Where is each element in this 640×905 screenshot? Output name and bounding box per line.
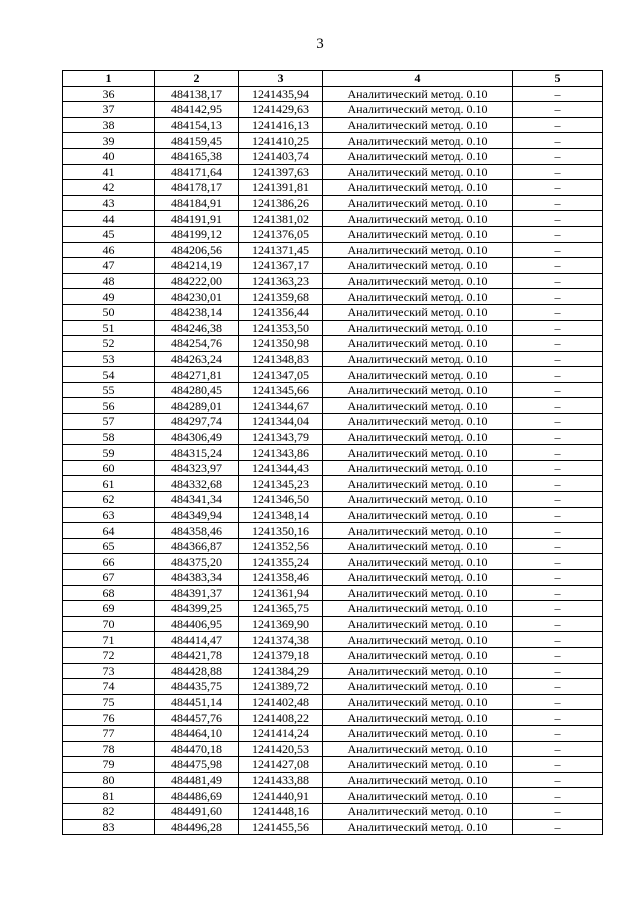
x-coordinate-cell: 484254,76 [155, 336, 239, 352]
x-coordinate-cell: 484246,38 [155, 320, 239, 336]
note-cell: – [513, 694, 603, 710]
method-cell: Аналитический метод. 0.10 [323, 117, 513, 133]
x-coordinate-cell: 484399,25 [155, 601, 239, 617]
point-number-cell: 74 [63, 679, 155, 695]
y-coordinate-cell: 1241374,38 [239, 632, 323, 648]
y-coordinate-cell: 1241348,83 [239, 351, 323, 367]
y-coordinate-cell: 1241403,74 [239, 148, 323, 164]
table-row [63, 273, 603, 289]
point-number-cell: 57 [63, 414, 155, 430]
table-row [63, 164, 603, 180]
y-coordinate-cell: 1241427,08 [239, 757, 323, 773]
method-cell: Аналитический метод. 0.10 [323, 819, 513, 835]
note-cell: – [513, 195, 603, 211]
table-row [63, 476, 603, 492]
table-row [63, 86, 603, 102]
y-coordinate-cell: 1241384,29 [239, 663, 323, 679]
y-coordinate-cell: 1241416,13 [239, 117, 323, 133]
y-coordinate-cell: 1241391,81 [239, 180, 323, 196]
x-coordinate-cell: 484280,45 [155, 382, 239, 398]
method-cell: Аналитический метод. 0.10 [323, 133, 513, 149]
table-row [63, 694, 603, 710]
method-cell: Аналитический метод. 0.10 [323, 180, 513, 196]
header-col-1: 1 [63, 71, 155, 87]
point-number-cell: 61 [63, 476, 155, 492]
point-number-cell: 60 [63, 460, 155, 476]
point-number-cell: 82 [63, 803, 155, 819]
method-cell: Аналитический метод. 0.10 [323, 351, 513, 367]
method-cell: Аналитический метод. 0.10 [323, 523, 513, 539]
method-cell: Аналитический метод. 0.10 [323, 772, 513, 788]
x-coordinate-cell: 484214,19 [155, 258, 239, 274]
point-number-cell: 79 [63, 757, 155, 773]
y-coordinate-cell: 1241361,94 [239, 585, 323, 601]
note-cell: – [513, 258, 603, 274]
point-number-cell: 49 [63, 289, 155, 305]
method-cell: Аналитический метод. 0.10 [323, 445, 513, 461]
x-coordinate-cell: 484451,14 [155, 694, 239, 710]
note-cell: – [513, 242, 603, 258]
x-coordinate-cell: 484435,75 [155, 679, 239, 695]
point-number-cell: 65 [63, 538, 155, 554]
point-number-cell: 54 [63, 367, 155, 383]
method-cell: Аналитический метод. 0.10 [323, 211, 513, 227]
point-number-cell: 64 [63, 523, 155, 539]
y-coordinate-cell: 1241455,56 [239, 819, 323, 835]
point-number-cell: 52 [63, 336, 155, 352]
point-number-cell: 36 [63, 86, 155, 102]
method-cell: Аналитический метод. 0.10 [323, 226, 513, 242]
table-row [63, 601, 603, 617]
point-number-cell: 58 [63, 429, 155, 445]
note-cell: – [513, 788, 603, 804]
table-row [63, 663, 603, 679]
note-cell: – [513, 117, 603, 133]
method-cell: Аналитический метод. 0.10 [323, 102, 513, 118]
table-row [63, 819, 603, 835]
y-coordinate-cell: 1241433,88 [239, 772, 323, 788]
table-row [63, 803, 603, 819]
y-coordinate-cell: 1241389,72 [239, 679, 323, 695]
table-row [63, 102, 603, 118]
x-coordinate-cell: 484464,10 [155, 725, 239, 741]
header-col-3: 3 [239, 71, 323, 87]
y-coordinate-cell: 1241369,90 [239, 616, 323, 632]
note-cell: – [513, 538, 603, 554]
y-coordinate-cell: 1241346,50 [239, 492, 323, 508]
point-number-cell: 66 [63, 554, 155, 570]
method-cell: Аналитический метод. 0.10 [323, 663, 513, 679]
note-cell: – [513, 414, 603, 430]
method-cell: Аналитический метод. 0.10 [323, 554, 513, 570]
x-coordinate-cell: 484366,87 [155, 538, 239, 554]
note-cell: – [513, 460, 603, 476]
point-number-cell: 63 [63, 507, 155, 523]
x-coordinate-cell: 484486,69 [155, 788, 239, 804]
point-number-cell: 69 [63, 601, 155, 617]
y-coordinate-cell: 1241420,53 [239, 741, 323, 757]
x-coordinate-cell: 484178,17 [155, 180, 239, 196]
table-row [63, 741, 603, 757]
y-coordinate-cell: 1241410,25 [239, 133, 323, 149]
table-body [63, 86, 603, 835]
x-coordinate-cell: 484289,01 [155, 398, 239, 414]
point-number-cell: 56 [63, 398, 155, 414]
method-cell: Аналитический метод. 0.10 [323, 289, 513, 305]
note-cell: – [513, 601, 603, 617]
method-cell: Аналитический метод. 0.10 [323, 741, 513, 757]
x-coordinate-cell: 484496,28 [155, 819, 239, 835]
x-coordinate-cell: 484230,01 [155, 289, 239, 305]
point-number-cell: 62 [63, 492, 155, 508]
point-number-cell: 53 [63, 351, 155, 367]
header-col-2: 2 [155, 71, 239, 87]
table-row [63, 382, 603, 398]
x-coordinate-cell: 484421,78 [155, 647, 239, 663]
x-coordinate-cell: 484184,91 [155, 195, 239, 211]
note-cell: – [513, 492, 603, 508]
x-coordinate-cell: 484138,17 [155, 86, 239, 102]
point-number-cell: 45 [63, 226, 155, 242]
y-coordinate-cell: 1241345,23 [239, 476, 323, 492]
method-cell: Аналитический метод. 0.10 [323, 725, 513, 741]
x-coordinate-cell: 484481,49 [155, 772, 239, 788]
y-coordinate-cell: 1241414,24 [239, 725, 323, 741]
y-coordinate-cell: 1241397,63 [239, 164, 323, 180]
table-header [63, 71, 603, 87]
x-coordinate-cell: 484263,24 [155, 351, 239, 367]
y-coordinate-cell: 1241358,46 [239, 570, 323, 586]
note-cell: – [513, 554, 603, 570]
x-coordinate-cell: 484406,95 [155, 616, 239, 632]
x-coordinate-cell: 484315,24 [155, 445, 239, 461]
page-number: 3 [316, 36, 324, 52]
y-coordinate-cell: 1241386,26 [239, 195, 323, 211]
table-row [63, 320, 603, 336]
method-cell: Аналитический метод. 0.10 [323, 507, 513, 523]
method-cell: Аналитический метод. 0.10 [323, 414, 513, 430]
y-coordinate-cell: 1241350,16 [239, 523, 323, 539]
method-cell: Аналитический метод. 0.10 [323, 492, 513, 508]
method-cell: Аналитический метод. 0.10 [323, 367, 513, 383]
table-row [63, 226, 603, 242]
table-row [63, 788, 603, 804]
note-cell: – [513, 211, 603, 227]
note-cell: – [513, 819, 603, 835]
note-cell: – [513, 803, 603, 819]
x-coordinate-cell: 484222,00 [155, 273, 239, 289]
y-coordinate-cell: 1241440,91 [239, 788, 323, 804]
table-row [63, 398, 603, 414]
x-coordinate-cell: 484238,14 [155, 304, 239, 320]
x-coordinate-cell: 484271,81 [155, 367, 239, 383]
method-cell: Аналитический метод. 0.10 [323, 585, 513, 601]
note-cell: – [513, 351, 603, 367]
note-cell: – [513, 647, 603, 663]
table-row [63, 117, 603, 133]
table-row [63, 211, 603, 227]
note-cell: – [513, 429, 603, 445]
x-coordinate-cell: 484475,98 [155, 757, 239, 773]
x-coordinate-cell: 484428,88 [155, 663, 239, 679]
point-number-cell: 50 [63, 304, 155, 320]
method-cell: Аналитический метод. 0.10 [323, 429, 513, 445]
table-row [63, 351, 603, 367]
point-number-cell: 81 [63, 788, 155, 804]
method-cell: Аналитический метод. 0.10 [323, 538, 513, 554]
table-row [63, 195, 603, 211]
table-row [63, 258, 603, 274]
y-coordinate-cell: 1241343,79 [239, 429, 323, 445]
table-row [63, 679, 603, 695]
x-coordinate-cell: 484457,76 [155, 710, 239, 726]
method-cell: Аналитический метод. 0.10 [323, 803, 513, 819]
method-cell: Аналитический метод. 0.10 [323, 601, 513, 617]
point-number-cell: 70 [63, 616, 155, 632]
method-cell: Аналитический метод. 0.10 [323, 273, 513, 289]
note-cell: – [513, 336, 603, 352]
note-cell: – [513, 180, 603, 196]
table-row [63, 304, 603, 320]
table-row [63, 460, 603, 476]
method-cell: Аналитический метод. 0.10 [323, 788, 513, 804]
table-row [63, 725, 603, 741]
point-number-cell: 37 [63, 102, 155, 118]
x-coordinate-cell: 484491,60 [155, 803, 239, 819]
x-coordinate-cell: 484391,37 [155, 585, 239, 601]
y-coordinate-cell: 1241371,45 [239, 242, 323, 258]
note-cell: – [513, 86, 603, 102]
x-coordinate-cell: 484358,46 [155, 523, 239, 539]
table-row [63, 757, 603, 773]
note-cell: – [513, 523, 603, 539]
table-row [63, 632, 603, 648]
x-coordinate-cell: 484142,95 [155, 102, 239, 118]
method-cell: Аналитический метод. 0.10 [323, 195, 513, 211]
note-cell: – [513, 725, 603, 741]
note-cell: – [513, 398, 603, 414]
note-cell: – [513, 102, 603, 118]
table-row [63, 570, 603, 586]
method-cell: Аналитический метод. 0.10 [323, 694, 513, 710]
method-cell: Аналитический метод. 0.10 [323, 242, 513, 258]
y-coordinate-cell: 1241363,23 [239, 273, 323, 289]
y-coordinate-cell: 1241343,86 [239, 445, 323, 461]
note-cell: – [513, 679, 603, 695]
x-coordinate-cell: 484206,56 [155, 242, 239, 258]
note-cell: – [513, 663, 603, 679]
note-cell: – [513, 289, 603, 305]
table-row [63, 133, 603, 149]
y-coordinate-cell: 1241429,63 [239, 102, 323, 118]
method-cell: Аналитический метод. 0.10 [323, 382, 513, 398]
point-number-cell: 38 [63, 117, 155, 133]
table-row [63, 710, 603, 726]
point-number-cell: 71 [63, 632, 155, 648]
point-number-cell: 43 [63, 195, 155, 211]
point-number-cell: 44 [63, 211, 155, 227]
method-cell: Аналитический метод. 0.10 [323, 320, 513, 336]
note-cell: – [513, 382, 603, 398]
y-coordinate-cell: 1241359,68 [239, 289, 323, 305]
header-col-4: 4 [323, 71, 513, 87]
table-row [63, 367, 603, 383]
x-coordinate-cell: 484470,18 [155, 741, 239, 757]
y-coordinate-cell: 1241381,02 [239, 211, 323, 227]
table-row [63, 647, 603, 663]
note-cell: – [513, 632, 603, 648]
point-number-cell: 48 [63, 273, 155, 289]
method-cell: Аналитический метод. 0.10 [323, 710, 513, 726]
method-cell: Аналитический метод. 0.10 [323, 616, 513, 632]
note-cell: – [513, 367, 603, 383]
table-row [63, 289, 603, 305]
y-coordinate-cell: 1241344,67 [239, 398, 323, 414]
note-cell: – [513, 570, 603, 586]
x-coordinate-cell: 484306,49 [155, 429, 239, 445]
y-coordinate-cell: 1241356,44 [239, 304, 323, 320]
table-row [63, 772, 603, 788]
x-coordinate-cell: 484341,34 [155, 492, 239, 508]
point-number-cell: 40 [63, 148, 155, 164]
point-number-cell: 47 [63, 258, 155, 274]
method-cell: Аналитический метод. 0.10 [323, 632, 513, 648]
note-cell: – [513, 585, 603, 601]
table-row [63, 180, 603, 196]
table-row [63, 507, 603, 523]
point-number-cell: 75 [63, 694, 155, 710]
table-row [63, 523, 603, 539]
note-cell: – [513, 772, 603, 788]
note-cell: – [513, 741, 603, 757]
note-cell: – [513, 476, 603, 492]
x-coordinate-cell: 484349,94 [155, 507, 239, 523]
y-coordinate-cell: 1241379,18 [239, 647, 323, 663]
note-cell: – [513, 164, 603, 180]
y-coordinate-cell: 1241352,56 [239, 538, 323, 554]
point-number-cell: 78 [63, 741, 155, 757]
x-coordinate-cell: 484165,38 [155, 148, 239, 164]
point-number-cell: 59 [63, 445, 155, 461]
table-row [63, 445, 603, 461]
table-row [63, 336, 603, 352]
point-number-cell: 39 [63, 133, 155, 149]
note-cell: – [513, 273, 603, 289]
note-cell: – [513, 757, 603, 773]
point-number-cell: 83 [63, 819, 155, 835]
x-coordinate-cell: 484171,64 [155, 164, 239, 180]
table-row [63, 538, 603, 554]
y-coordinate-cell: 1241408,22 [239, 710, 323, 726]
x-coordinate-cell: 484154,13 [155, 117, 239, 133]
method-cell: Аналитический метод. 0.10 [323, 757, 513, 773]
method-cell: Аналитический метод. 0.10 [323, 398, 513, 414]
note-cell: – [513, 507, 603, 523]
method-cell: Аналитический метод. 0.10 [323, 148, 513, 164]
method-cell: Аналитический метод. 0.10 [323, 336, 513, 352]
point-number-cell: 72 [63, 647, 155, 663]
y-coordinate-cell: 1241345,66 [239, 382, 323, 398]
point-number-cell: 42 [63, 180, 155, 196]
y-coordinate-cell: 1241402,48 [239, 694, 323, 710]
method-cell: Аналитический метод. 0.10 [323, 460, 513, 476]
table-row [63, 148, 603, 164]
method-cell: Аналитический метод. 0.10 [323, 304, 513, 320]
x-coordinate-cell: 484332,68 [155, 476, 239, 492]
table-row [63, 492, 603, 508]
y-coordinate-cell: 1241367,17 [239, 258, 323, 274]
note-cell: – [513, 320, 603, 336]
method-cell: Аналитический метод. 0.10 [323, 164, 513, 180]
header-col-5: 5 [513, 71, 603, 87]
point-number-cell: 46 [63, 242, 155, 258]
x-coordinate-cell: 484159,45 [155, 133, 239, 149]
point-number-cell: 77 [63, 725, 155, 741]
y-coordinate-cell: 1241344,04 [239, 414, 323, 430]
point-number-cell: 76 [63, 710, 155, 726]
method-cell: Аналитический метод. 0.10 [323, 647, 513, 663]
point-number-cell: 73 [63, 663, 155, 679]
x-coordinate-cell: 484383,34 [155, 570, 239, 586]
note-cell: – [513, 148, 603, 164]
table-row [63, 554, 603, 570]
table-row [63, 414, 603, 430]
header-row [63, 71, 603, 87]
y-coordinate-cell: 1241353,50 [239, 320, 323, 336]
y-coordinate-cell: 1241347,05 [239, 367, 323, 383]
table-row [63, 616, 603, 632]
method-cell: Аналитический метод. 0.10 [323, 258, 513, 274]
point-number-cell: 67 [63, 570, 155, 586]
point-number-cell: 51 [63, 320, 155, 336]
y-coordinate-cell: 1241376,05 [239, 226, 323, 242]
note-cell: – [513, 616, 603, 632]
x-coordinate-cell: 484199,12 [155, 226, 239, 242]
x-coordinate-cell: 484414,47 [155, 632, 239, 648]
note-cell: – [513, 710, 603, 726]
y-coordinate-cell: 1241365,75 [239, 601, 323, 617]
y-coordinate-cell: 1241348,14 [239, 507, 323, 523]
note-cell: – [513, 304, 603, 320]
note-cell: – [513, 133, 603, 149]
table-row [63, 242, 603, 258]
y-coordinate-cell: 1241350,98 [239, 336, 323, 352]
method-cell: Аналитический метод. 0.10 [323, 476, 513, 492]
note-cell: – [513, 226, 603, 242]
point-number-cell: 55 [63, 382, 155, 398]
point-number-cell: 41 [63, 164, 155, 180]
x-coordinate-cell: 484375,20 [155, 554, 239, 570]
method-cell: Аналитический метод. 0.10 [323, 86, 513, 102]
note-cell: – [513, 445, 603, 461]
y-coordinate-cell: 1241355,24 [239, 554, 323, 570]
method-cell: Аналитический метод. 0.10 [323, 570, 513, 586]
table-row [63, 429, 603, 445]
method-cell: Аналитический метод. 0.10 [323, 679, 513, 695]
coordinates-table [62, 70, 603, 835]
table-row [63, 585, 603, 601]
y-coordinate-cell: 1241344,43 [239, 460, 323, 476]
y-coordinate-cell: 1241448,16 [239, 803, 323, 819]
x-coordinate-cell: 484191,91 [155, 211, 239, 227]
x-coordinate-cell: 484323,97 [155, 460, 239, 476]
x-coordinate-cell: 484297,74 [155, 414, 239, 430]
point-number-cell: 80 [63, 772, 155, 788]
point-number-cell: 68 [63, 585, 155, 601]
y-coordinate-cell: 1241435,94 [239, 86, 323, 102]
